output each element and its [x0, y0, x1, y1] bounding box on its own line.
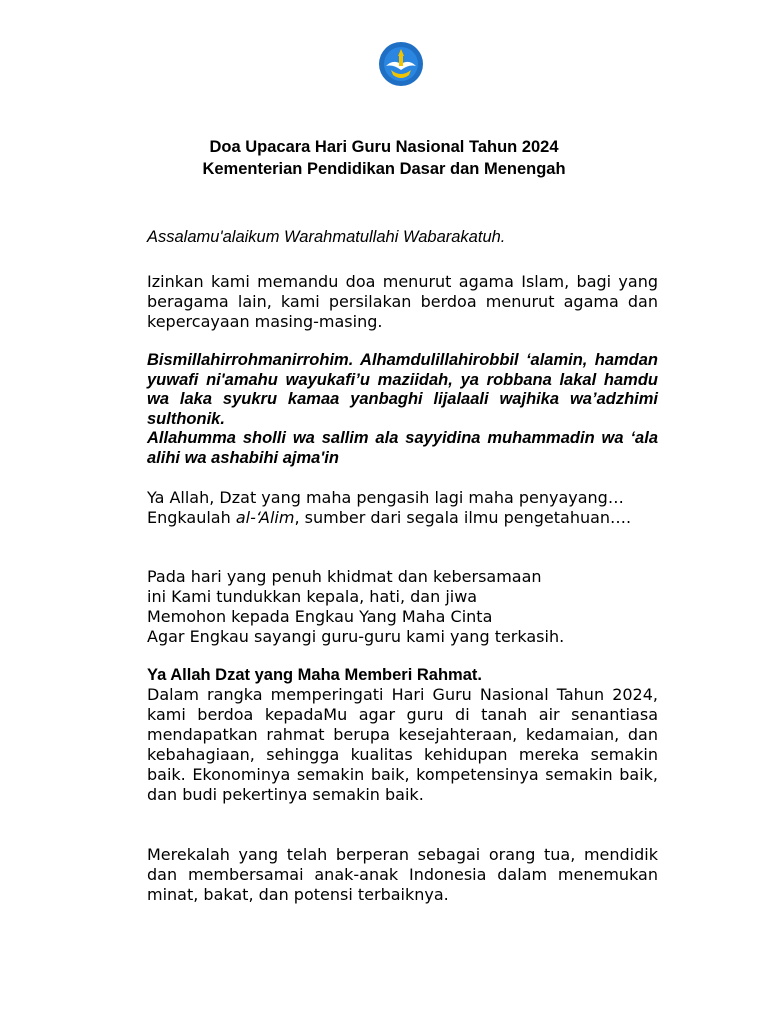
poem-line: Pada hari yang penuh khidmat dan kebersamaan — [147, 567, 542, 586]
invocation-paragraph — [147, 488, 658, 528]
invocation-text-c: , sumber dari segala ilmu pengetahuan…. — [294, 508, 632, 527]
poem-line: ini Kami tundukkan kepala, hati, dan jiwa — [147, 587, 478, 606]
poem-line: Memohon kepada Engkau Yang Maha Cinta — [147, 607, 493, 626]
intro-paragraph: Izinkan kami memandu doa menurut agama Islam, bagi yang beragama lain, kami persilakan berdoa menurut agama dan kepercayaan masing-masing. — [147, 272, 658, 331]
invocation-text-a: Ya Allah, Dzat yang maha pengasih lagi maha penyayang… Engkaulah — [147, 488, 624, 527]
closing-paragraph: Merekalah yang telah berperan sebagai orang tua, mendidik dan membersamai anak-anak Indonesia dalam menemukan minat, bakat, dan potensi terbaiknya. — [147, 845, 658, 904]
document-title: Doa Upacara Hari Guru Nasional Tahun 2024 — [209, 138, 559, 156]
poem-line: Agar Engkau sayangi guru-guru kami yang terkasih. — [147, 627, 565, 646]
arabic-prayer — [147, 351, 658, 468]
greeting: Assalamu'alaikum Warahmatullahi Wabarakatuh. — [147, 228, 506, 246]
arabic-prayer-sholawat: Allahumma sholli wa sallim ala sayyidina muhammadin wa ‘ala alihi wa ashabihi ajma'in — [147, 429, 658, 467]
arabic-prayer-opening: Bismillahirrohmanirrohim. Alhamdulillahirobbil ‘alamin, hamdan yuwafi ni'amahu wayukafi’u maziidah, ya robbana lakal hamdu wa laka syukru kamaa yanbaghi lijalaali wajhika wa’adzhimi sulthonik. — [147, 351, 658, 428]
section-heading: Ya Allah Dzat yang Maha Memberi Rahmat. — [147, 666, 482, 684]
tut-wuri-handayani-emblem-icon — [378, 40, 424, 88]
invocation-al-alim: al-‘Alim — [235, 508, 295, 527]
prayer-paragraph: Dalam rangka memperingati Hari Guru Nasional Tahun 2024, kami berdoa kepadaMu agar guru di tanah air senantiasa mendapatkan rahmat berupa kesejahteraan, kedamaian, dan kebahagiaan, sehingga kualitas kehidupan mereka semakin baik. Ekonominya semakin baik, kompetensinya semakin baik, dan budi pekertinya semakin baik. — [147, 685, 658, 804]
document-subtitle: Kementerian Pendidikan Dasar dan Menengah — [202, 160, 566, 178]
poem-stanza — [147, 567, 658, 647]
